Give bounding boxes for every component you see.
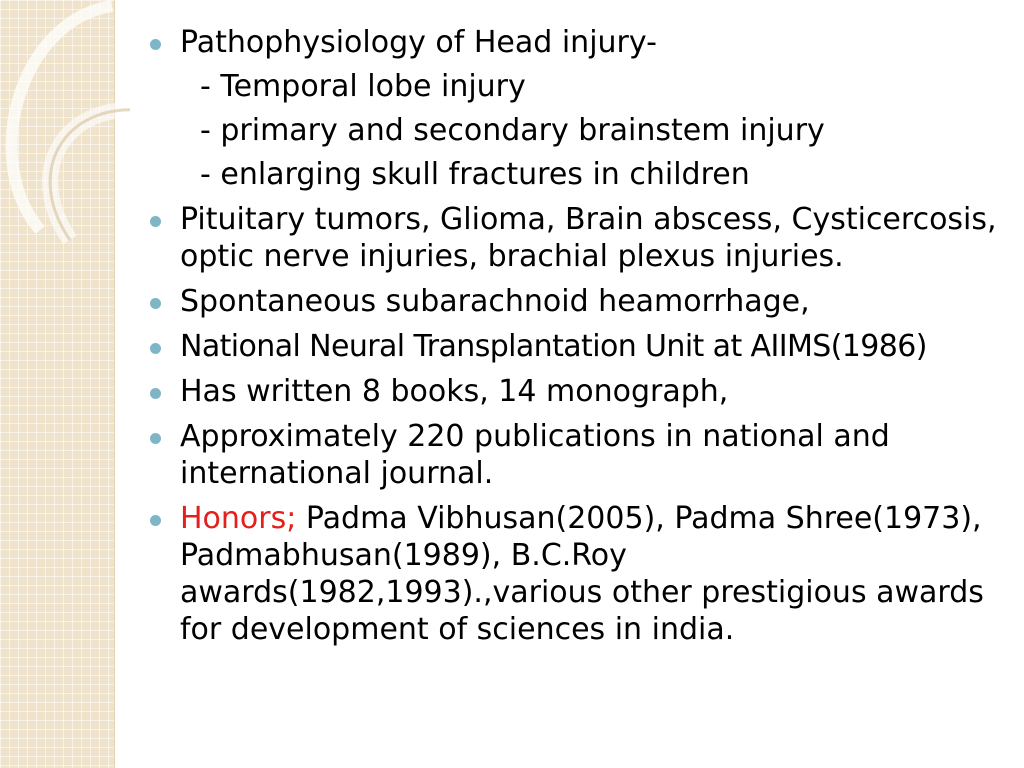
sub-item-skull-fractures: - enlarging skull fractures in children xyxy=(200,157,750,192)
bullet-item-publications xyxy=(140,418,1010,492)
bullet-item-transplant-unit xyxy=(140,328,1010,365)
slide-content xyxy=(140,24,1010,648)
sub-item-brainstem: - primary and secondary brainstem injury xyxy=(200,113,825,148)
bullet-dot-icon xyxy=(150,216,161,227)
bullet-text: Pituitary tumors, Glioma, Brain abscess, Cysticercosis, optic nerve injuries, brachial plexus injuries. xyxy=(180,202,997,274)
bullet-item-books xyxy=(140,373,1010,410)
bullet-text: Padma Vibhusan(2005), Padma Shree(1973), Padmabhusan(1989), B.C.Roy awards(1982,1993).,various other prestigious awards for development of sciences in india. xyxy=(180,501,984,647)
bullet-dot-icon xyxy=(150,298,161,309)
bullet-dot-icon xyxy=(150,515,161,526)
bullet-dot-icon xyxy=(150,388,161,399)
bullet-item-honors xyxy=(140,500,1010,648)
bullet-text: Spontaneous subarachnoid heamorrhage, xyxy=(180,284,810,319)
bullet-text: Has written 8 books, 14 monograph, xyxy=(180,374,729,409)
sub-item-temporal-lobe: - Temporal lobe injury xyxy=(200,69,526,104)
bullet-text: National Neural Transplantation Unit at AIIMS(1986) xyxy=(180,329,927,364)
bullet-dot-icon xyxy=(150,433,161,444)
bullet-dot-icon xyxy=(150,39,161,50)
bullet-item-head-injury xyxy=(140,24,1010,61)
honors-label: Honors; xyxy=(180,501,297,536)
bullet-item-haemorrhage xyxy=(140,283,1010,320)
decorative-arcs xyxy=(0,0,130,300)
bullet-text: Approximately 220 publications in national and international journal. xyxy=(180,419,890,491)
bullet-dot-icon xyxy=(150,343,161,354)
bullet-text: Pathophysiology of Head injury- xyxy=(180,25,657,60)
bullet-item-tumors xyxy=(140,201,1010,275)
